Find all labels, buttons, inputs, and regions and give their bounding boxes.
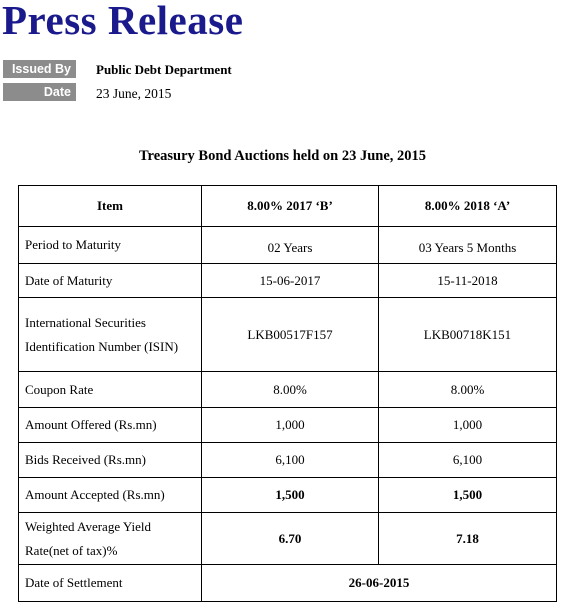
- date-label: Date: [3, 83, 76, 101]
- row-label: Bids Received (Rs.mn): [19, 443, 202, 478]
- cell-value: 7.18: [379, 513, 557, 565]
- cell-value: 6.70: [202, 513, 379, 565]
- table-row: [19, 513, 557, 565]
- row-label: Date of Maturity: [19, 264, 202, 298]
- issued-by-label: Issued By: [3, 60, 76, 78]
- cell-value: 03 Years 5 Months: [379, 227, 557, 264]
- table-row: [19, 372, 557, 408]
- row-label: International Securities Identification Number (ISIN): [19, 298, 202, 372]
- cell-value: 8.00%: [379, 372, 557, 408]
- row-label: Weighted Average Yield Rate(net of tax)%: [19, 513, 202, 565]
- row-label: Coupon Rate: [19, 372, 202, 408]
- cell-value: 8.00%: [202, 372, 379, 408]
- cell-value: 15-11-2018: [379, 264, 557, 298]
- cell-value: 15-06-2017: [202, 264, 379, 298]
- cell-value: 1,500: [379, 478, 557, 513]
- date-value: 23 June, 2015: [96, 86, 172, 101]
- cell-value: 02 Years: [202, 227, 379, 264]
- table-row: [19, 408, 557, 443]
- column-header-bond-2017: 8.00% 2017 ‘B’: [202, 186, 379, 227]
- cell-value: 1,000: [379, 408, 557, 443]
- page-title: Press Release: [2, 0, 244, 43]
- auction-results-table: [18, 185, 557, 602]
- column-header-bond-2018: 8.00% 2018 ‘A’: [379, 186, 557, 227]
- cell-value: 1,500: [202, 478, 379, 513]
- table-row: [19, 298, 557, 372]
- row-label: Amount Accepted (Rs.mn): [19, 478, 202, 513]
- table-row: [19, 264, 557, 298]
- cell-value: 1,000: [202, 408, 379, 443]
- table-row: [19, 227, 557, 264]
- table-title: Treasury Bond Auctions held on 23 June, 2015: [138, 148, 427, 164]
- cell-value: LKB00517F157: [202, 298, 379, 372]
- cell-value: 6,100: [379, 443, 557, 478]
- cell-value: LKB00718K151: [379, 298, 557, 372]
- column-header-item: Item: [19, 186, 202, 227]
- table-row-settlement: [19, 565, 557, 602]
- cell-value: 6,100: [202, 443, 379, 478]
- table-header-row: [19, 186, 557, 227]
- table-row: [19, 478, 557, 513]
- settlement-date-value: 26-06-2015: [202, 565, 557, 602]
- row-label: Date of Settlement: [19, 565, 202, 602]
- issued-by-value: Public Debt Department: [96, 62, 232, 77]
- row-label: Period to Maturity: [19, 227, 202, 264]
- row-label: Amount Offered (Rs.mn): [19, 408, 202, 443]
- table-row: [19, 443, 557, 478]
